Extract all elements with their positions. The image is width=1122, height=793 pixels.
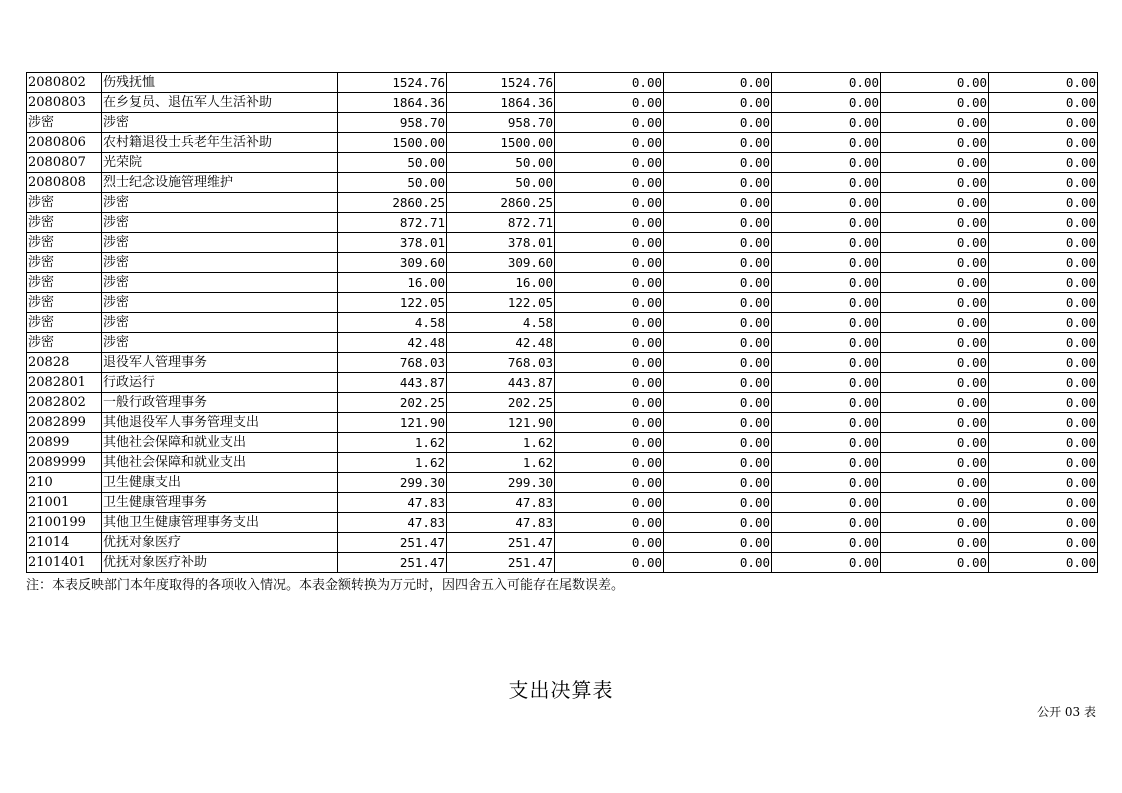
amount-cell: 0.00 — [989, 213, 1098, 233]
amount-cell: 0.00 — [989, 73, 1098, 93]
amount-cell: 251.47 — [447, 553, 555, 573]
amount-cell: 0.00 — [664, 113, 772, 133]
table-row — [27, 513, 1098, 533]
amount-cell: 0.00 — [772, 213, 881, 233]
subject-name-cell: 卫生健康管理事务 — [102, 493, 338, 513]
subject-code-cell: 20828 — [27, 353, 102, 373]
table-row — [27, 233, 1098, 253]
amount-cell: 0.00 — [555, 293, 664, 313]
amount-cell: 202.25 — [338, 393, 447, 413]
amount-cell: 0.00 — [881, 493, 989, 513]
amount-cell: 0.00 — [989, 373, 1098, 393]
amount-cell: 121.90 — [447, 413, 555, 433]
amount-cell: 0.00 — [989, 153, 1098, 173]
amount-cell: 0.00 — [881, 533, 989, 553]
subject-code-cell: 涉密 — [27, 273, 102, 293]
amount-cell: 0.00 — [989, 393, 1098, 413]
amount-cell: 0.00 — [664, 353, 772, 373]
amount-cell: 309.60 — [338, 253, 447, 273]
amount-cell: 0.00 — [555, 93, 664, 113]
amount-cell: 0.00 — [664, 233, 772, 253]
subject-code-cell: 涉密 — [27, 293, 102, 313]
amount-cell: 0.00 — [664, 533, 772, 553]
amount-cell: 0.00 — [989, 493, 1098, 513]
amount-cell: 0.00 — [555, 333, 664, 353]
table-row — [27, 93, 1098, 113]
amount-cell: 0.00 — [989, 113, 1098, 133]
amount-cell: 0.00 — [989, 133, 1098, 153]
amount-cell: 0.00 — [772, 333, 881, 353]
amount-cell: 309.60 — [447, 253, 555, 273]
amount-cell: 0.00 — [772, 193, 881, 213]
table-row — [27, 73, 1098, 93]
amount-cell: 0.00 — [772, 533, 881, 553]
subject-name-cell: 退役军人管理事务 — [102, 353, 338, 373]
amount-cell: 0.00 — [772, 153, 881, 173]
subject-name-cell: 其他卫生健康管理事务支出 — [102, 513, 338, 533]
amount-cell: 0.00 — [989, 553, 1098, 573]
amount-cell: 0.00 — [881, 333, 989, 353]
amount-cell: 299.30 — [338, 473, 447, 493]
amount-cell: 0.00 — [772, 373, 881, 393]
subject-code-cell: 20899 — [27, 433, 102, 453]
amount-cell: 443.87 — [447, 373, 555, 393]
amount-cell: 768.03 — [447, 353, 555, 373]
subject-name-cell: 涉密 — [102, 313, 338, 333]
table-row — [27, 293, 1098, 313]
amount-cell: 0.00 — [989, 413, 1098, 433]
amount-cell: 42.48 — [447, 333, 555, 353]
amount-cell: 0.00 — [881, 113, 989, 133]
table-row — [27, 473, 1098, 493]
subject-code-cell: 2080808 — [27, 173, 102, 193]
amount-cell: 50.00 — [338, 153, 447, 173]
subject-name-cell: 涉密 — [102, 293, 338, 313]
amount-cell: 122.05 — [338, 293, 447, 313]
subject-name-cell: 涉密 — [102, 273, 338, 293]
amount-cell: 0.00 — [989, 513, 1098, 533]
table-note: 注：本表反映部门本年度取得的各项收入情况。本表金额转换为万元时，因四舍五入可能存在尾数误差。 — [26, 578, 625, 593]
table-row — [27, 413, 1098, 433]
amount-cell: 0.00 — [881, 213, 989, 233]
amount-cell: 1864.36 — [447, 93, 555, 113]
amount-cell: 0.00 — [664, 553, 772, 573]
table-row — [27, 273, 1098, 293]
amount-cell: 0.00 — [772, 393, 881, 413]
amount-cell: 0.00 — [664, 173, 772, 193]
amount-cell: 0.00 — [989, 253, 1098, 273]
amount-cell: 50.00 — [447, 153, 555, 173]
amount-cell: 0.00 — [555, 173, 664, 193]
amount-cell: 0.00 — [555, 313, 664, 333]
subject-code-cell: 2080802 — [27, 73, 102, 93]
amount-cell: 0.00 — [664, 153, 772, 173]
amount-cell: 0.00 — [772, 133, 881, 153]
amount-cell: 0.00 — [555, 113, 664, 133]
amount-cell: 0.00 — [555, 213, 664, 233]
amount-cell: 0.00 — [772, 293, 881, 313]
amount-cell: 0.00 — [555, 233, 664, 253]
amount-cell: 0.00 — [881, 393, 989, 413]
amount-cell: 0.00 — [989, 453, 1098, 473]
amount-cell: 0.00 — [881, 273, 989, 293]
subject-code-cell: 涉密 — [27, 333, 102, 353]
subject-name-cell: 其他社会保障和就业支出 — [102, 453, 338, 473]
amount-cell: 0.00 — [772, 273, 881, 293]
amount-cell: 251.47 — [447, 533, 555, 553]
amount-cell: 0.00 — [772, 253, 881, 273]
amount-cell: 47.83 — [338, 513, 447, 533]
subject-code-cell: 2100199 — [27, 513, 102, 533]
amount-cell: 1.62 — [447, 453, 555, 473]
amount-cell: 0.00 — [772, 413, 881, 433]
amount-cell: 202.25 — [447, 393, 555, 413]
table-row — [27, 493, 1098, 513]
amount-cell: 0.00 — [772, 513, 881, 533]
amount-cell: 0.00 — [555, 133, 664, 153]
subject-code-cell: 涉密 — [27, 253, 102, 273]
subject-code-cell: 涉密 — [27, 313, 102, 333]
amount-cell: 0.00 — [772, 73, 881, 93]
amount-cell: 958.70 — [338, 113, 447, 133]
amount-cell: 0.00 — [881, 353, 989, 373]
subject-name-cell: 其他退役军人事务管理支出 — [102, 413, 338, 433]
amount-cell: 0.00 — [881, 193, 989, 213]
subject-name-cell: 卫生健康支出 — [102, 473, 338, 493]
amount-cell: 0.00 — [664, 193, 772, 213]
amount-cell: 0.00 — [555, 473, 664, 493]
amount-cell: 0.00 — [555, 193, 664, 213]
subject-code-cell: 涉密 — [27, 193, 102, 213]
amount-cell: 1524.76 — [447, 73, 555, 93]
page-title: 支出决算表 — [508, 678, 614, 702]
amount-cell: 0.00 — [881, 553, 989, 573]
amount-cell: 872.71 — [447, 213, 555, 233]
amount-cell: 299.30 — [447, 473, 555, 493]
amount-cell: 0.00 — [989, 173, 1098, 193]
amount-cell: 121.90 — [338, 413, 447, 433]
table-row — [27, 133, 1098, 153]
amount-cell: 0.00 — [881, 313, 989, 333]
subject-name-cell: 涉密 — [102, 253, 338, 273]
amount-cell: 0.00 — [989, 233, 1098, 253]
table-row — [27, 113, 1098, 133]
amount-cell: 0.00 — [664, 493, 772, 513]
amount-cell: 0.00 — [555, 153, 664, 173]
amount-cell: 0.00 — [664, 213, 772, 233]
amount-cell: 0.00 — [555, 533, 664, 553]
amount-cell: 0.00 — [881, 253, 989, 273]
subject-code-cell: 21001 — [27, 493, 102, 513]
amount-cell: 47.83 — [338, 493, 447, 513]
subject-name-cell: 一般行政管理事务 — [102, 393, 338, 413]
subject-name-cell: 农村籍退役士兵老年生活补助 — [102, 133, 338, 153]
amount-cell: 0.00 — [881, 153, 989, 173]
amount-cell: 0.00 — [881, 373, 989, 393]
amount-cell: 4.58 — [447, 313, 555, 333]
table-row — [27, 553, 1098, 573]
amount-cell: 0.00 — [881, 233, 989, 253]
subject-name-cell: 烈士纪念设施管理维护 — [102, 173, 338, 193]
amount-cell: 0.00 — [772, 353, 881, 373]
amount-cell: 0.00 — [555, 413, 664, 433]
amount-cell: 251.47 — [338, 553, 447, 573]
amount-cell: 0.00 — [881, 513, 989, 533]
amount-cell: 0.00 — [664, 393, 772, 413]
amount-cell: 251.47 — [338, 533, 447, 553]
amount-cell: 958.70 — [447, 113, 555, 133]
amount-cell: 0.00 — [664, 93, 772, 113]
amount-cell: 0.00 — [555, 513, 664, 533]
amount-cell: 2860.25 — [447, 193, 555, 213]
amount-cell: 1524.76 — [338, 73, 447, 93]
subject-name-cell: 其他社会保障和就业支出 — [102, 433, 338, 453]
amount-cell: 0.00 — [989, 293, 1098, 313]
amount-cell: 0.00 — [664, 473, 772, 493]
amount-cell: 0.00 — [772, 453, 881, 473]
amount-cell: 0.00 — [772, 113, 881, 133]
amount-cell: 0.00 — [989, 473, 1098, 493]
amount-cell: 0.00 — [772, 433, 881, 453]
amount-cell: 0.00 — [555, 453, 664, 473]
amount-cell: 1.62 — [447, 433, 555, 453]
amount-cell: 0.00 — [555, 353, 664, 373]
amount-cell: 16.00 — [447, 273, 555, 293]
subject-code-cell: 涉密 — [27, 213, 102, 233]
table-row — [27, 173, 1098, 193]
table-row — [27, 433, 1098, 453]
amount-cell: 0.00 — [881, 73, 989, 93]
amount-cell: 0.00 — [664, 273, 772, 293]
amount-cell: 0.00 — [772, 313, 881, 333]
amount-cell: 0.00 — [881, 413, 989, 433]
amount-cell: 0.00 — [555, 373, 664, 393]
amount-cell: 0.00 — [989, 433, 1098, 453]
subject-name-cell: 伤残抚恤 — [102, 73, 338, 93]
amount-cell: 47.83 — [447, 513, 555, 533]
amount-cell: 0.00 — [881, 93, 989, 113]
table-row — [27, 453, 1098, 473]
amount-cell: 0.00 — [664, 373, 772, 393]
amount-cell: 378.01 — [447, 233, 555, 253]
amount-cell: 50.00 — [447, 173, 555, 193]
amount-cell: 0.00 — [989, 273, 1098, 293]
amount-cell: 0.00 — [989, 333, 1098, 353]
table-row — [27, 533, 1098, 553]
amount-cell: 0.00 — [664, 433, 772, 453]
amount-cell: 0.00 — [989, 313, 1098, 333]
table-body — [27, 73, 1098, 573]
amount-cell: 50.00 — [338, 173, 447, 193]
amount-cell: 0.00 — [989, 353, 1098, 373]
amount-cell: 47.83 — [447, 493, 555, 513]
amount-cell: 1864.36 — [338, 93, 447, 113]
subject-name-cell: 优抚对象医疗 — [102, 533, 338, 553]
amount-cell: 0.00 — [881, 293, 989, 313]
amount-cell: 0.00 — [989, 533, 1098, 553]
amount-cell: 0.00 — [555, 273, 664, 293]
table-row — [27, 253, 1098, 273]
subject-code-cell: 2082899 — [27, 413, 102, 433]
amount-cell: 0.00 — [772, 93, 881, 113]
subject-name-cell: 涉密 — [102, 233, 338, 253]
table-row — [27, 333, 1098, 353]
table-row — [27, 353, 1098, 373]
amount-cell: 0.00 — [664, 293, 772, 313]
amount-cell: 0.00 — [772, 233, 881, 253]
amount-cell: 0.00 — [555, 253, 664, 273]
table-row — [27, 313, 1098, 333]
amount-cell: 0.00 — [989, 93, 1098, 113]
subject-name-cell: 涉密 — [102, 213, 338, 233]
subject-name-cell: 在乡复员、退伍军人生活补助 — [102, 93, 338, 113]
amount-cell: 768.03 — [338, 353, 447, 373]
amount-cell: 1.62 — [338, 453, 447, 473]
subject-code-cell: 210 — [27, 473, 102, 493]
amount-cell: 2860.25 — [338, 193, 447, 213]
amount-cell: 0.00 — [881, 433, 989, 453]
subject-code-cell: 2082802 — [27, 393, 102, 413]
subject-code-cell: 2080807 — [27, 153, 102, 173]
amount-cell: 0.00 — [881, 453, 989, 473]
amount-cell: 0.00 — [555, 433, 664, 453]
amount-cell: 0.00 — [881, 173, 989, 193]
subject-name-cell: 优抚对象医疗补助 — [102, 553, 338, 573]
amount-cell: 0.00 — [664, 73, 772, 93]
amount-cell: 0.00 — [664, 413, 772, 433]
amount-cell: 1500.00 — [338, 133, 447, 153]
amount-cell: 1.62 — [338, 433, 447, 453]
amount-cell: 1500.00 — [447, 133, 555, 153]
amount-cell: 0.00 — [555, 393, 664, 413]
subject-code-cell: 涉密 — [27, 233, 102, 253]
amount-cell: 0.00 — [555, 493, 664, 513]
subject-name-cell: 涉密 — [102, 333, 338, 353]
amount-cell: 0.00 — [664, 133, 772, 153]
subject-name-cell: 行政运行 — [102, 373, 338, 393]
amount-cell: 16.00 — [338, 273, 447, 293]
amount-cell: 872.71 — [338, 213, 447, 233]
amount-cell: 0.00 — [989, 193, 1098, 213]
table-row — [27, 193, 1098, 213]
table-row — [27, 153, 1098, 173]
table-row — [27, 393, 1098, 413]
subject-code-cell: 2080806 — [27, 133, 102, 153]
subject-code-cell: 2080803 — [27, 93, 102, 113]
amount-cell: 0.00 — [555, 73, 664, 93]
amount-cell: 0.00 — [772, 553, 881, 573]
subject-name-cell: 涉密 — [102, 193, 338, 213]
amount-cell: 0.00 — [555, 553, 664, 573]
amount-cell: 0.00 — [664, 453, 772, 473]
subject-code-cell: 21014 — [27, 533, 102, 553]
subject-code-cell: 涉密 — [27, 113, 102, 133]
amount-cell: 0.00 — [664, 513, 772, 533]
amount-cell: 42.48 — [338, 333, 447, 353]
form-code: 公开 03 表 — [1037, 705, 1096, 719]
income-table — [26, 72, 1098, 573]
subject-code-cell: 2089999 — [27, 453, 102, 473]
amount-cell: 4.58 — [338, 313, 447, 333]
amount-cell: 122.05 — [447, 293, 555, 313]
amount-cell: 0.00 — [664, 313, 772, 333]
amount-cell: 0.00 — [772, 173, 881, 193]
amount-cell: 378.01 — [338, 233, 447, 253]
amount-cell: 0.00 — [664, 333, 772, 353]
table-row — [27, 373, 1098, 393]
amount-cell: 0.00 — [772, 493, 881, 513]
subject-name-cell: 光荣院 — [102, 153, 338, 173]
amount-cell: 0.00 — [772, 473, 881, 493]
amount-cell: 0.00 — [664, 253, 772, 273]
table-row — [27, 213, 1098, 233]
amount-cell: 0.00 — [881, 133, 989, 153]
subject-name-cell: 涉密 — [102, 113, 338, 133]
subject-code-cell: 2101401 — [27, 553, 102, 573]
amount-cell: 0.00 — [881, 473, 989, 493]
amount-cell: 443.87 — [338, 373, 447, 393]
subject-code-cell: 2082801 — [27, 373, 102, 393]
